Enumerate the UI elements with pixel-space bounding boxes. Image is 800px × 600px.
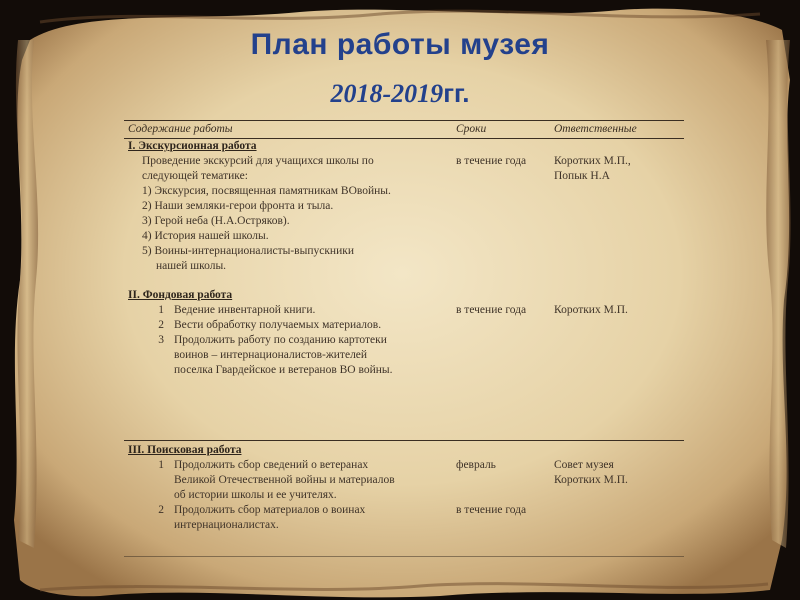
work-plan-table	[124, 120, 684, 533]
section-excursion	[124, 139, 684, 289]
item-number: 3	[158, 334, 164, 346]
item-text-continuation: воинов – интернационалистов-жителей	[174, 349, 368, 361]
years-suffix: гг.	[443, 78, 470, 108]
header-content: Содержание работы	[124, 121, 452, 139]
section-intro-line: Проведение экскурсий для учащихся школы по	[142, 155, 374, 167]
section-title: I. Экскурсионная работа	[128, 140, 257, 152]
list-item: 2) Наши земляки-герои фронта и тыла.	[142, 200, 334, 212]
section-funds	[124, 288, 684, 441]
section-excursion-term	[452, 139, 550, 289]
term-value: февраль	[456, 459, 496, 471]
section-search-responsible	[550, 441, 684, 534]
item-text: Продолжить сбор сведений о ветеранах	[174, 459, 369, 471]
list-item	[128, 503, 448, 518]
item-text-continuation: об истории школы и ее учителях.	[174, 489, 337, 501]
table-bottom-rule	[124, 556, 684, 557]
header-term: Сроки	[452, 121, 550, 139]
section-funds-responsible	[550, 288, 684, 441]
section-intro-line: следующей тематике:	[142, 170, 248, 182]
list-item	[128, 458, 448, 473]
section-funds-term	[452, 288, 550, 441]
list-item	[128, 333, 448, 348]
list-item: 1) Экскурсия, посвященная памятникам ВОвойны.	[142, 185, 391, 197]
section-funds-content	[124, 288, 452, 441]
header-responsible: Ответственные	[550, 121, 684, 139]
section-title: III. Поисковая работа	[128, 444, 242, 456]
list-item: 5) Воины-интернационалисты-выпускники	[142, 245, 354, 257]
item-text-continuation: Великой Отечественной войны и материалов	[174, 474, 395, 486]
list-item-continuation: нашей школы.	[156, 260, 227, 272]
list-item: 4) История нашей школы.	[142, 230, 269, 242]
term-value: в течение года	[456, 504, 527, 516]
section-search-term	[452, 441, 550, 534]
responsible-line: Попык Н.А	[554, 170, 610, 182]
item-number: 2	[158, 319, 164, 331]
term-value: в течение года	[456, 155, 527, 167]
item-number: 2	[158, 504, 164, 516]
item-number: 1	[158, 304, 164, 316]
responsible-line: Совет музея	[554, 459, 614, 471]
section-excursion-responsible	[550, 139, 684, 289]
years-value: 2018-2019	[330, 79, 444, 108]
item-text: Продолжить работу по созданию картотеки	[174, 334, 387, 346]
responsible-line: Коротких М.П.,	[554, 155, 631, 167]
item-text: Вести обработку получаемых материалов.	[174, 319, 382, 331]
list-item: 3) Герой неба (Н.А.Остряков).	[142, 215, 290, 227]
page-title: План работы музея	[250, 28, 550, 61]
item-text: Ведение инвентарной книги.	[174, 304, 316, 316]
item-text-continuation: интернационалистах.	[174, 519, 279, 531]
section-search	[124, 441, 684, 534]
years-subtitle	[0, 78, 800, 109]
item-text: Продолжить сбор материалов о воинах	[174, 504, 366, 516]
responsible-line: Коротких М.П.	[554, 304, 628, 316]
responsible-line: Коротких М.П.	[554, 474, 628, 486]
section-search-content	[124, 441, 452, 534]
list-item	[128, 318, 448, 333]
section-excursion-content	[124, 139, 452, 289]
table-header-row	[124, 121, 684, 139]
term-value: в течение года	[456, 304, 527, 316]
item-number: 1	[158, 459, 164, 471]
list-item	[128, 303, 448, 318]
item-text-continuation: поселка Гвардейское и ветеранов ВО войны.	[174, 364, 393, 376]
section-title: II. Фондовая работа	[128, 289, 233, 301]
